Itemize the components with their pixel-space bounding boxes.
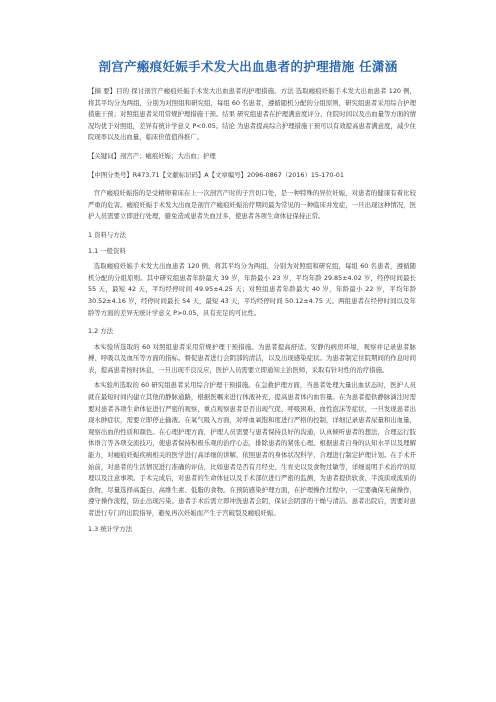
section-heading-1: 1 资料与方法 [88, 230, 127, 239]
section-heading-1-2: 1.2 方法 [88, 327, 113, 336]
intro-paragraph: 宫产瘢痕妊娠指的是受精卵着床在上一次剖宫产时的子宫切口处，是一种特殊的异位妊娠，对患者的健康有着比较严重的危害。瘢痕妊娠手术发大出血是剖宫产瘢痕妊娠治疗期间最为常见的一种临床并发症，一旦出现这种情况，医护人员需要立即进行处理，避免造成患者失血过多，使患者各项生命体征保持正常。 [88, 189, 416, 221]
paragraph-1-1: 选取瘢痕妊娠手术发大出血患者 120 例，将其平均分为两组，分别为对照组和研究组，每组 60 名患者，遵循随机分配的分组原则。其中研究组患者年龄最大 39 岁，年龄最小 23 岁，平均年龄 29.85±4.02 岁，经停时间最长 55 天，最短 42 天，平均经停时间 49.95±4.25 天；对照组患者年龄最大 40 岁，年龄最小 22 岁，平均年龄 30.52±4.16 岁，经停时间最长 54 天，最短 43 天，平均经停时间 50.12±4.75 天。两组患者在经停时间以及年龄等方面的差异无统计学意义 P>0.05，具有充足的可比性。 [88, 262, 416, 317]
paper-title: 剖宫产瘢痕妊娠手术发大出血患者的护理措施 任潇涵 [98, 59, 398, 74]
paragraph-1-2-control: 本实验所选取的 60 对照组患者采用常规护理干预措施。为患者提高舒适、安静的病房环境，观察并记录患者脉搏、呼吸以及血压等方面的指标。督促患者进行会阴部的清洁，以及出现感染症状。为患者制定住院期间的作息时间表，提高患者按时休息，一旦出现不良反应，医护人员需要立即通知主治医师，采取有针对性的治疗措施。 [88, 342, 416, 374]
abstract-paragraph: 【摘 要】目的 探讨剖宫产瘢痕妊娠手术发大出血患者的护理措施。方法 选取瘢痕妊娠手术发大出血患者 120 例，将其平均分为两组，分别为对照组和研究组，每组 60 名患者，遵循随机分配的分组原则，研究组患者采用综合护理措施干预；对照组患者采用常规护理措施干预。结果 研究组患者在护理满意度评分、住院时间以及出血量等方面的情况均优于对照组，差异有统计学意义 P<0.05。结论 为患者提高综合护理措施干预可以有效提高患者满意度，减少住院现率以及出血量，临床价值值得推广。 [88, 87, 416, 142]
paragraph-1-2-study: 本实验所选取的 60 研究组患者采用综合护理干预措施。在急救护理方面，当患者处理大量出血状态时，医护人员就在最短时间内建立其他的静脉通路，根据医嘱来进行体液补充，提高患者体内血容量。在为患者提供静脉滴注时需要对患者各项生命体征进行严密的观察，重点观察患者是否出现气促、呼吸困难、血性泡沫等症状，一旦发现患者出现水肿症状，需要立即停止输液。在氧气吸入方面，对呼血氧饱和度进行严格的控制，详细记录患者尿量和出血量，观察出血的性质和颜色。在心理护理方面，护理人员需要与患者保持良好的沟通，认真倾听患者的想法，合理运行肢体语言等各项交流技巧，使患者保持积极乐观的治疗心态，排除患者的紧张心理。根据患者自身的认知水平以及理解能力，对瘢痕妊娠疾病相关的医学进行高详细的讲解，依照患者的身体状况科学、合理进行制定护理计划。在手术开始前，对患者的生活情况进行准确的评估，比如患者是否有月经史、生育史以及食物过敏等，详细说明手术治疗的原理以及注意事项。手术完成后，对患者的生命体征以及手术部位进行严密的监测，为患者提供软食、半流质或流质的食物，尽量选择高蛋白、高维生素、低脂的食物。在预防感染护理方面，在护理操作过程中，一定要确保无菌操作，遵守操作流程，防止出现污染。患者手术后需立即冲洗患者会阴，保证会阴部的干燥与清洁。患者出院后，需要对患者进行专门的出院指导，避免再次妊娠而产生子宫破裂及瘢痕妊娠。 [88, 381, 416, 517]
keywords-line: 【关键词】剖宫产；瘢痕妊娠；大出血；护理 [88, 151, 216, 160]
classification-line: 【中图分类号】R473.71【文献标识码】A【文章编号】2096-0867（2016）15-170-01 [88, 170, 344, 179]
section-heading-1-3: 1.3 统计学方法 [88, 524, 133, 533]
section-heading-1-1: 1.1 一般资料 [88, 246, 126, 255]
paper-body [88, 86, 416, 535]
